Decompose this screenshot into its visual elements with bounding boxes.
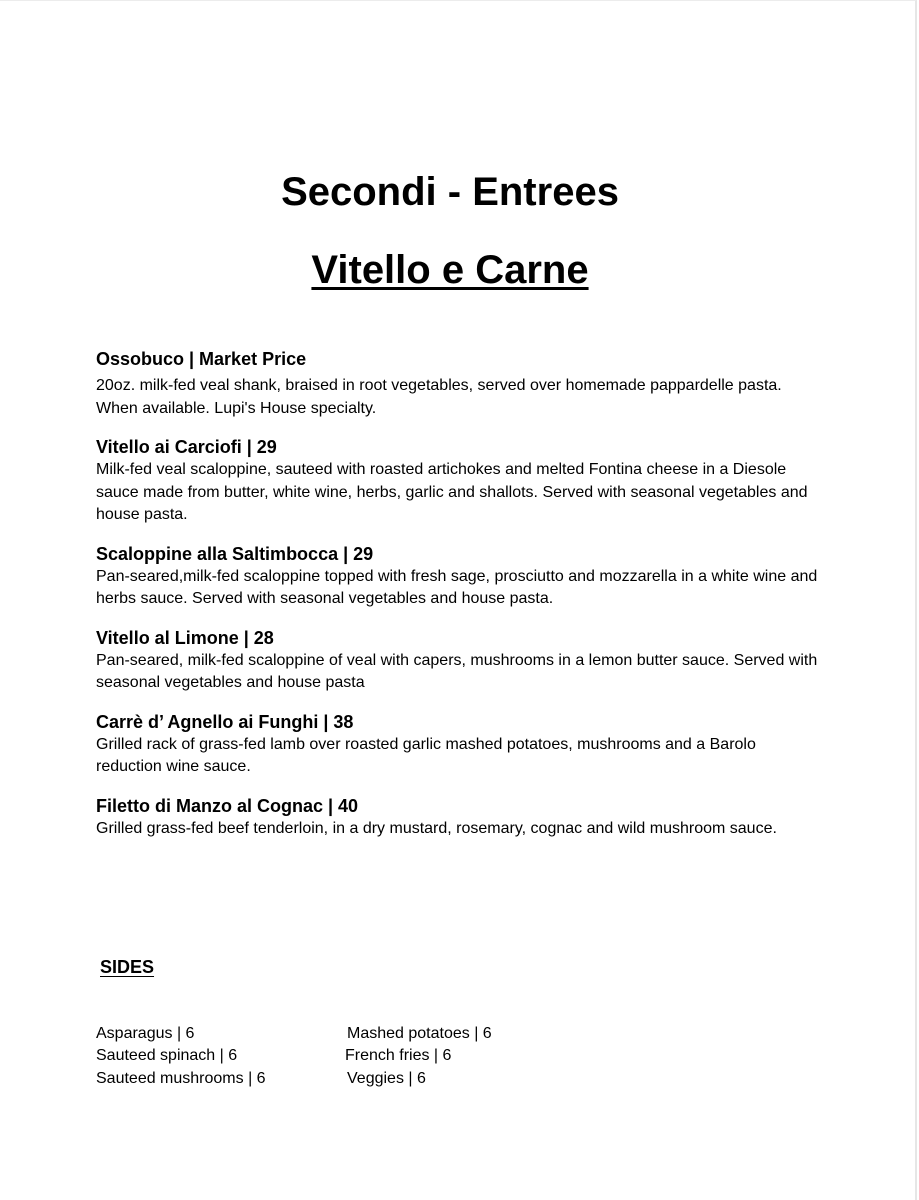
- menu-item-name: Vitello ai Carciofi | 29: [96, 437, 277, 457]
- sides-list-left: [96, 1023, 266, 1090]
- side-item: Veggies | 6: [347, 1069, 426, 1087]
- menu-item-name: Carrè d’ Agnello ai Funghi | 38: [96, 711, 354, 732]
- side-item: Sauteed mushrooms | 6: [96, 1069, 266, 1087]
- sides-heading: SIDES: [100, 957, 155, 977]
- menu-item: [96, 435, 826, 527]
- menu-item-note: When available. Lupi's House specialty.: [96, 399, 377, 417]
- menu-item: [96, 626, 826, 695]
- menu-item-description: Pan-seared,milk-fed scaloppine topped with fresh sage, prosciutto and mozzarella in a white wine and herbs sauce. Served with seasonal vegetables and house pasta.: [96, 567, 818, 607]
- menu-item-name: Filetto di Manzo al Cognac | 40: [96, 795, 359, 816]
- menu-item-description: Grilled rack of grass-fed lamb over roasted garlic mashed potatoes, mushrooms and a Barolo reduction wine sauce.: [96, 735, 756, 775]
- menu-item: [96, 710, 826, 779]
- side-item: Sauteed spinach | 6: [96, 1047, 238, 1065]
- menu-item: [96, 542, 826, 611]
- side-item: Mashed potatoes | 6: [347, 1025, 492, 1042]
- side-item: Asparagus | 6: [96, 1025, 195, 1042]
- menu-title: Secondi - Entrees: [281, 170, 619, 214]
- side-item: French fries | 6: [345, 1047, 452, 1065]
- menu-item: [96, 794, 826, 841]
- section-heading: Vitello e Carne: [311, 248, 589, 292]
- menu-item-list: [96, 347, 826, 855]
- sides-list-right: [347, 1023, 492, 1090]
- menu-item-description: 20oz. milk-fed veal shank, braised in root vegetables, served over homemade pappardelle pasta.: [96, 377, 782, 394]
- menu-item-name: Vitello al Limone | 28: [96, 627, 274, 648]
- menu-item-name: Scaloppine alla Saltimbocca | 29: [96, 543, 374, 564]
- menu-item: [96, 347, 826, 420]
- menu-item-description: Pan-seared, milk-fed scaloppine of veal with capers, mushrooms in a lemon butter sauce. Served with seasonal vegetables and house pasta: [96, 651, 818, 691]
- menu-item-description: Milk-fed veal scaloppine, sauteed with roasted artichokes and melted Fontina cheese in a Diesole sauce made from butter, white wine, herbs, garlic and shallots. Served with seasonal vegetables and house pasta.: [96, 461, 808, 523]
- menu-item-description: Grilled grass-fed beef tenderloin, in a dry mustard, rosemary, cognac and wild mushroom sauce.: [96, 819, 777, 837]
- menu-item-name: Ossobuco | Market Price: [96, 349, 307, 369]
